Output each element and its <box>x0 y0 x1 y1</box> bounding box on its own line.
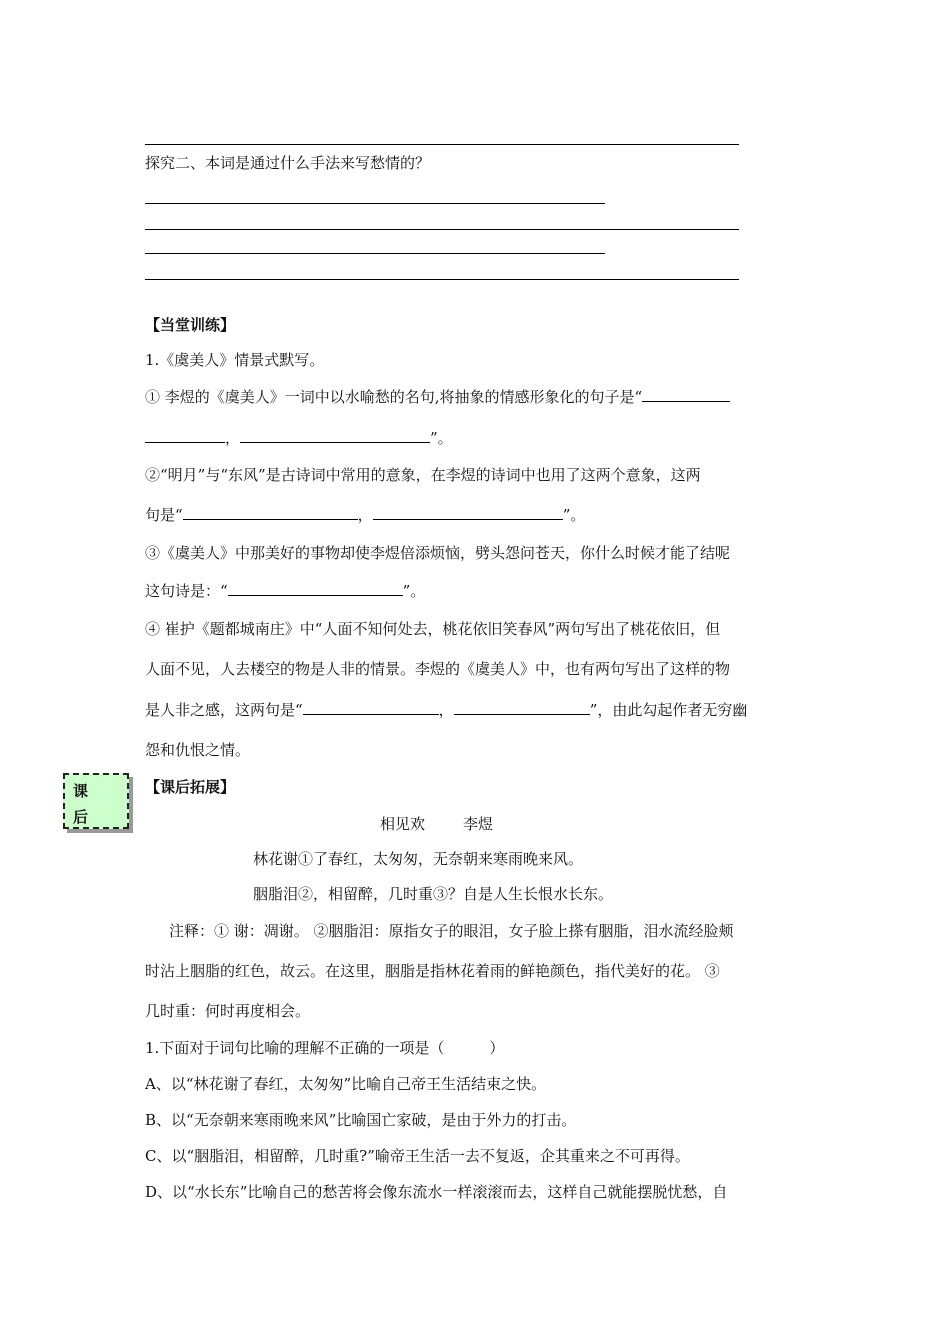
q1-4-line4: 怨和仇恨之情。 <box>145 741 251 759</box>
after-class-tag <box>63 773 129 829</box>
extension-heading: 【课后拓展】 <box>145 778 236 796</box>
quote-end-text: ”。 <box>430 429 453 447</box>
option-d: D、以“水长东”比喻自己的愁苦将会像东流水一样滚滚而去，这样自己就能摆脱忧愁，自 <box>145 1183 728 1201</box>
after-class-tag-line1: 课 <box>73 782 89 800</box>
answer-line <box>145 144 739 145</box>
poem-author: 李煜 <box>463 815 494 833</box>
q1-4-line2: 人面不见，人去楼空的物是人非的情景。李煜的《虞美人》中，也有两句写出了这样的物 <box>145 660 731 678</box>
answer-line <box>145 279 739 280</box>
fill-blank[interactable] <box>454 700 590 715</box>
poem-title: 相见欢 <box>380 815 426 833</box>
q1-4-start: 是人非之感，这两句是“ <box>145 701 303 719</box>
answer-line <box>145 229 739 230</box>
fill-blank[interactable] <box>145 428 225 443</box>
quote-end-text: ”。 <box>402 582 426 600</box>
q1-2-line2 <box>145 504 585 525</box>
q1-4-end: ”，由此勾起作者无穷幽 <box>589 701 748 719</box>
answer-line <box>145 253 605 254</box>
q1-4-line3 <box>145 699 747 720</box>
q1-title: 1.《虞美人》情景式默写。 <box>145 351 325 369</box>
option-b: B、以“无奈朝来寒雨晚来风”比喻国亡家破，是由于外力的打击。 <box>145 1111 577 1129</box>
q1-1-line1 <box>145 386 730 407</box>
after-class-tag-line2: 后 <box>73 808 89 826</box>
note-line3: 几时重：何时再度相会。 <box>145 1002 311 1020</box>
q1-1-line2 <box>145 427 453 448</box>
fill-blank[interactable] <box>183 505 358 520</box>
q1-2-start: 句是“ <box>145 506 183 524</box>
q1-3-line1: ③《虞美人》中那美好的事物却使李煜倍添烦恼，劈头怨问苍天，你什么时候才能了结呢 <box>145 544 731 562</box>
q1-2-line1: ②“明月”与“东风”是古诗词中常用的意象，在李煜的诗词中也用了这两个意象，这两 <box>145 466 701 484</box>
fill-blank[interactable] <box>373 505 563 520</box>
note-line1: 注释：① 谢：凋谢。 ②胭脂泪：原指女子的眼泪，女子脸上搽有胭脂，泪水流经脸颊 <box>169 922 734 940</box>
q1-3-start: 这句诗是：“ <box>145 582 228 600</box>
fill-blank[interactable] <box>228 581 403 596</box>
quote-end-text: ”。 <box>562 506 586 524</box>
comma-text: ， <box>225 429 241 447</box>
comma-text: ， <box>438 701 454 719</box>
poem-line2: 胭脂泪②，相留醉，几时重③？自是人生长恨水长东。 <box>253 885 614 903</box>
fill-blank[interactable] <box>240 428 430 443</box>
fill-blank[interactable] <box>303 700 439 715</box>
option-a: A、以“林花谢了春红，太匆匆”比喻自己帝王生活结束之快。 <box>145 1075 547 1093</box>
q1-4-line1: ④ 崔护《题都城南庄》中“人面不知何处去，桃花依旧笑春风”两句写出了桃花依旧，但 <box>145 620 721 638</box>
fill-blank[interactable] <box>642 387 730 402</box>
q1-3-line2 <box>145 580 425 601</box>
note-line2: 时沾上胭脂的红色，故云。在这里，胭脂是指林花着雨的鲜艳颜色，指代美好的花。 ③ <box>145 962 720 980</box>
mc-question: 1.下面对于词句比喻的理解不正确的一项是（ ） <box>145 1039 505 1057</box>
poem-line1: 林花谢①了春红，太匆匆，无奈朝来寒雨晚来风。 <box>253 850 584 868</box>
practice-heading: 【当堂训练】 <box>145 316 236 334</box>
option-c: C、以“胭脂泪，相留醉，几时重?”喻帝王生活一去不复返，企其重来之不可再得。 <box>145 1147 690 1165</box>
comma-text: ， <box>357 506 373 524</box>
q1-1-text: ① 李煜的《虞美人》一词中以水喻愁的名句,将抽象的情感形象化的句子是“ <box>145 388 643 406</box>
answer-line <box>145 203 605 204</box>
explore2-question: 探究二、本词是通过什么手法来写愁情的？ <box>145 154 431 172</box>
